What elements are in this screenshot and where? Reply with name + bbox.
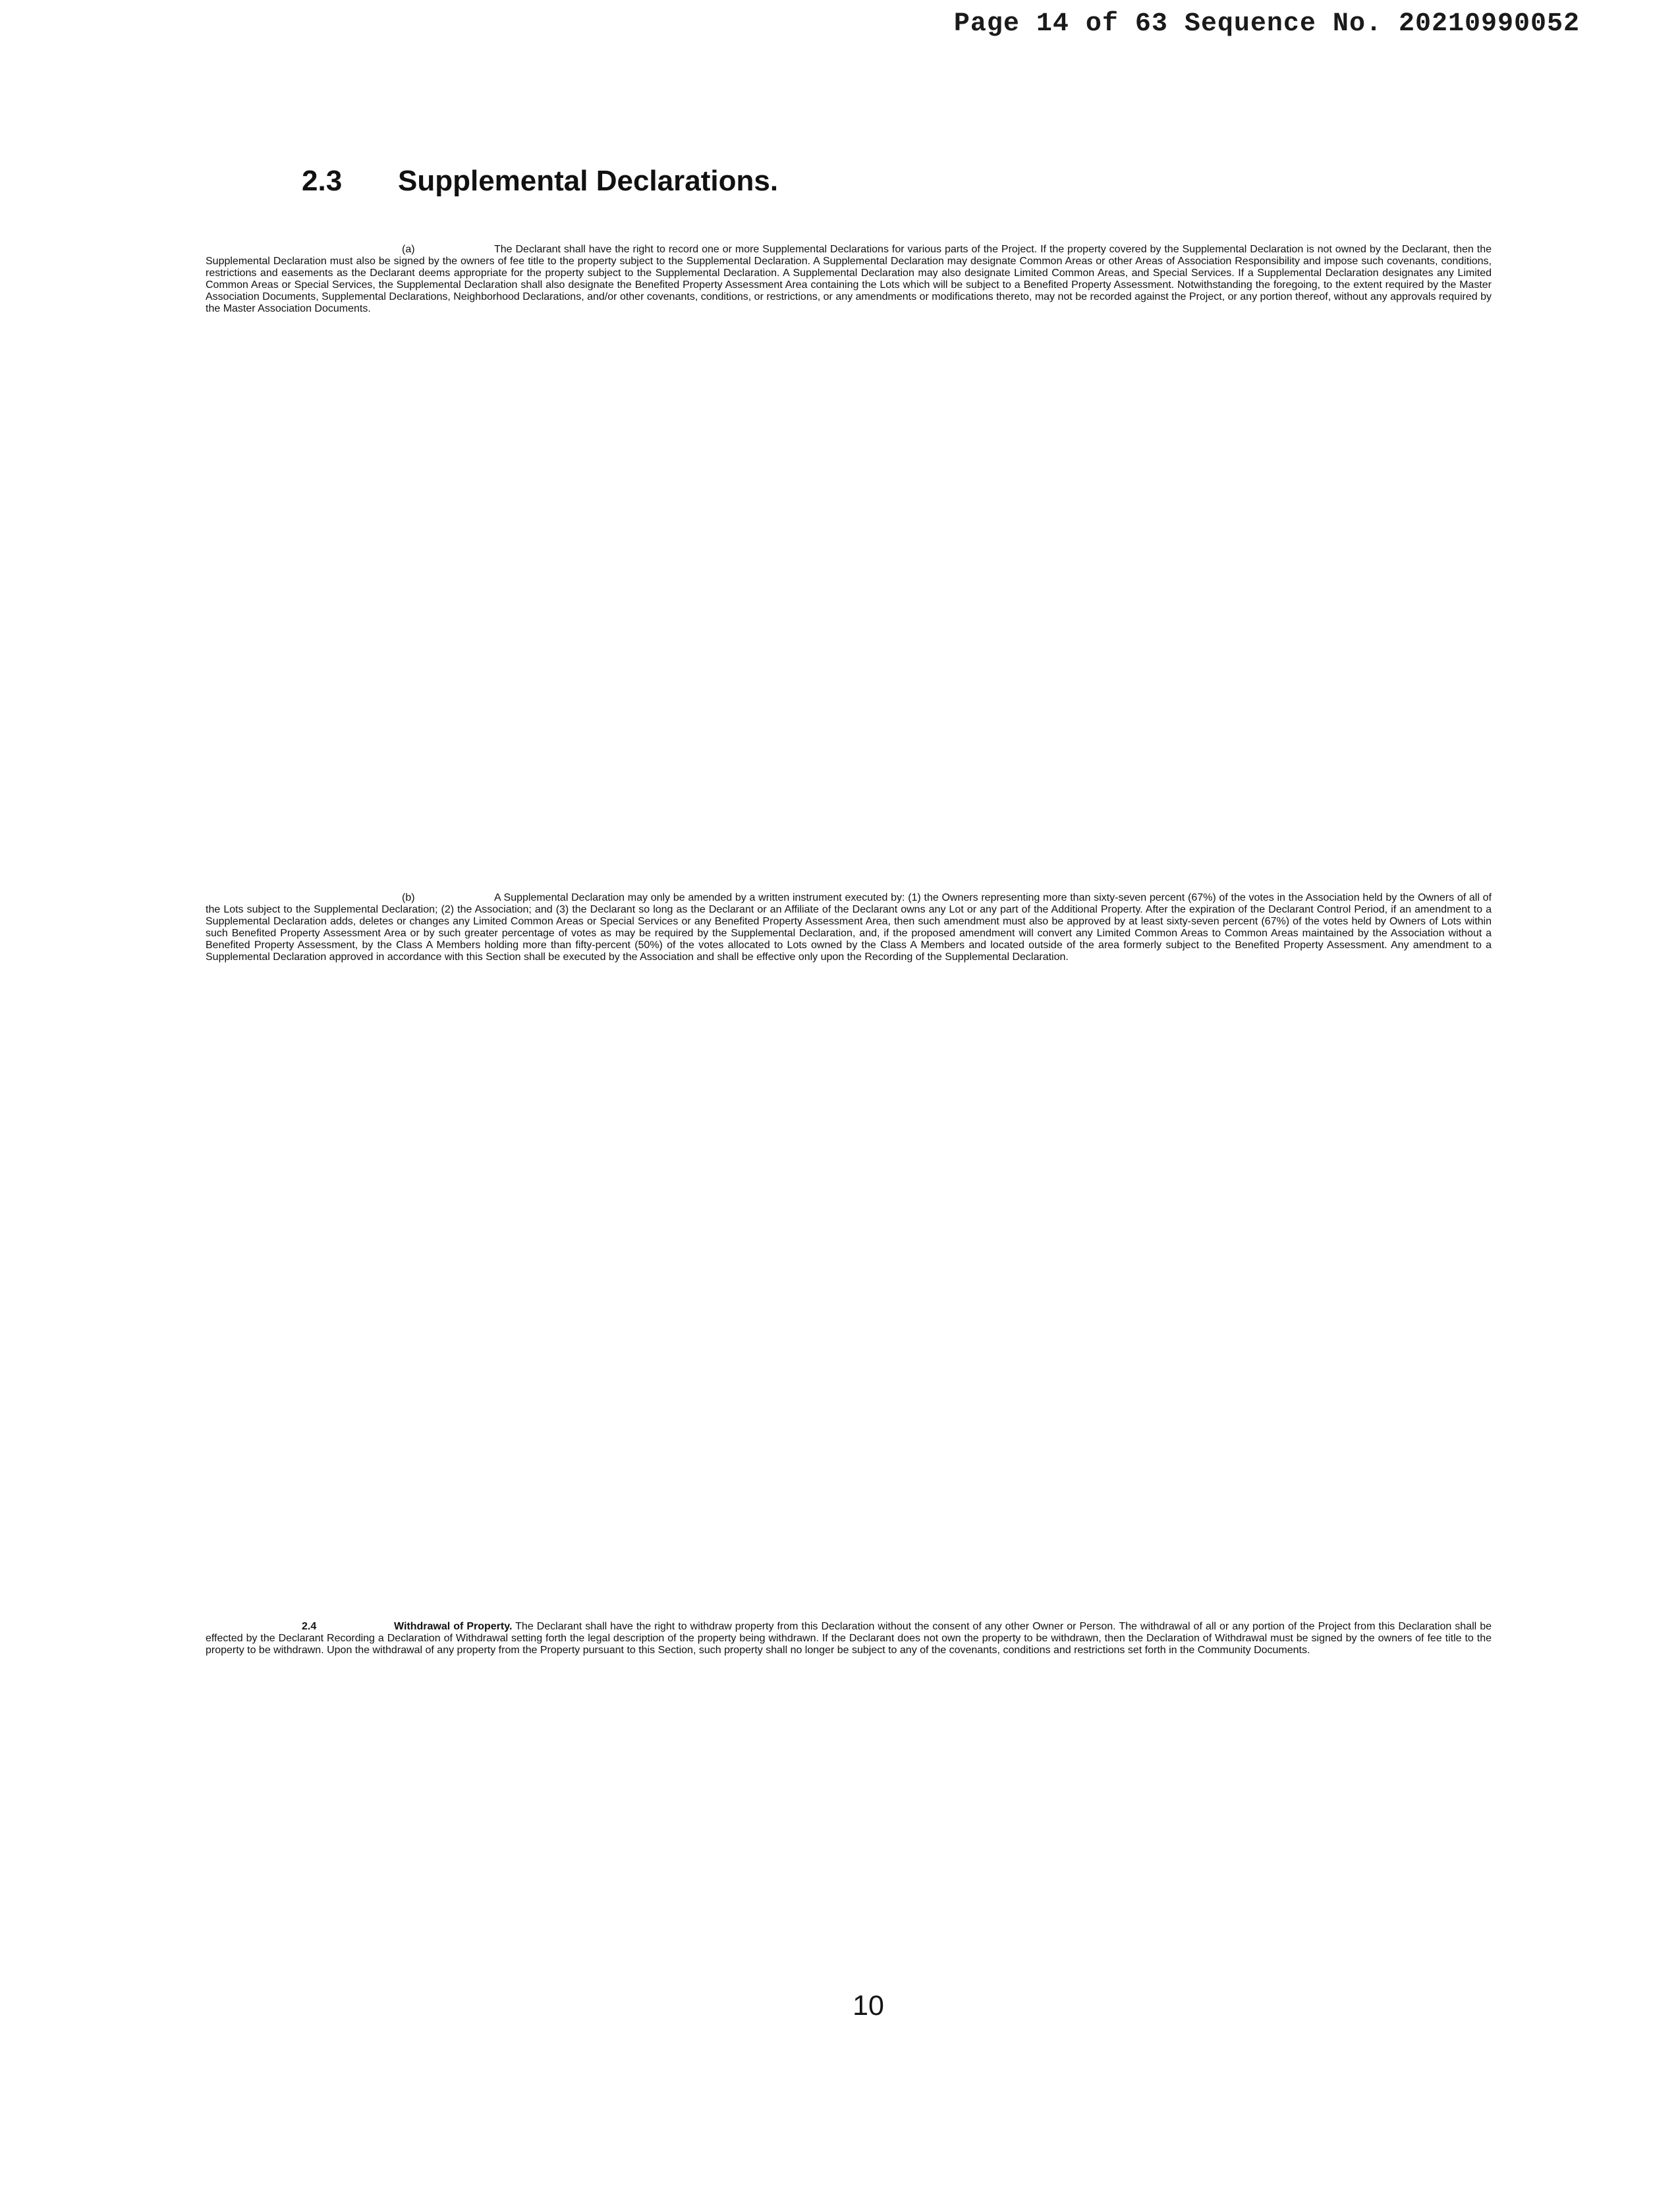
page-sequence-header: Page 14 of 63 Sequence No. 20210990052 [953, 9, 1580, 39]
section-2-3-title: Supplemental Declarations. [398, 165, 779, 197]
section-2-3-heading [302, 165, 778, 198]
section-2-4-text: The Declarant shall have the right to withdraw property from this Declaration without the consent of any other Owner or Person. The withdrawal of all or any portion of the Project from this Declaration shall be effected by the Declarant Recording a Declaration of Withdrawal setting forth the legal description of the property being withdrawn. If the Declarant does not own the property to be withdrawn, then the Declaration of Withdrawal must be signed by the owners of fee title to the property to be withdrawn. Upon the withdrawal of any property from the Property pursuant to this Section, such property shall no longer be subject to any of the covenants, conditions and restrictions set forth in the Community Documents. [206, 1621, 1492, 1656]
section-2-3-paragraph-b [206, 892, 1492, 963]
paragraph-b-text: A Supplemental Declaration may only be amended by a written instrument executed by: (1) the Owners representing more than sixty-seven percent (67%) of the votes in the Association held by the Owners of all of the Lots subject to the Supplemental Declaration; (2) the Association; and (3) the Declarant so long as the Declarant or an Affiliate of the Declarant owns any Lot or any part of the Additional Property. After the expiration of the Declarant Control Period, if an amendment to a Supplemental Declaration adds, deletes or changes any Limited Common Areas or Special Services or any Benefited Property Assessment Area, then such amendment must also be approved by at least sixty-seven percent (67%) of the votes held by Owners of Lots within such Benefited Property Assessment Area or by such greater percentage of votes as may be required by the Supplemental Declaration, and, if the proposed amendment will convert any Limited Common Areas to Common Areas maintained by the Association without a Benefited Property Assessment, by the Class A Members holding more than fifty-percent (50%) of the votes allocated to Lots owned by the Class A Members and located outside of the area formerly subject to the Benefited Property Assessment. Any amendment to a Supplemental Declaration approved in accordance with this Section shall be executed by the Association and shall be effective only upon the Recording of the Supplemental Declaration. [206, 892, 1492, 963]
section-2-3-paragraph-a [206, 244, 1492, 315]
section-2-3-number: 2.3 [302, 165, 343, 197]
paragraph-b-label: (b) [402, 892, 415, 903]
section-2-4-paragraph [206, 1621, 1492, 1656]
section-2-4-title: Withdrawal of Property. [394, 1621, 513, 1632]
page-number: 10 [853, 1990, 884, 2022]
section-2-4-number: 2.4 [302, 1621, 317, 1632]
paragraph-a-label: (a) [402, 244, 415, 255]
paragraph-a-text: The Declarant shall have the right to record one or more Supplemental Declarations for various parts of the Project. If the property covered by the Supplemental Declaration is not owned by the Declarant, then the Supplemental Declaration must also be signed by the owners of fee title to the property subject to the Supplemental Declaration. A Supplemental Declaration may designate Common Areas or other Areas of Association Responsibility and impose such covenants, conditions, restrictions and easements as the Declarant deems appropriate for the property subject to the Supplemental Declaration. A Supplemental Declaration may also designate Limited Common Areas, and Special Services. If a Supplemental Declaration designates any Limited Common Areas or Special Services, the Supplemental Declaration shall also designate the Benefited Property Assessment Area containing the Lots which will be subject to a Benefited Property Assessment. Notwithstanding the foregoing, to the extent required by the Master Association Documents, Supplemental Declarations, Neighborhood Declarations, and/or other covenants, conditions, or restrictions, or any amendments or modifications thereto, may not be recorded against the Project, or any portion thereof, without any approvals required by the Master Association Documents. [206, 244, 1492, 314]
